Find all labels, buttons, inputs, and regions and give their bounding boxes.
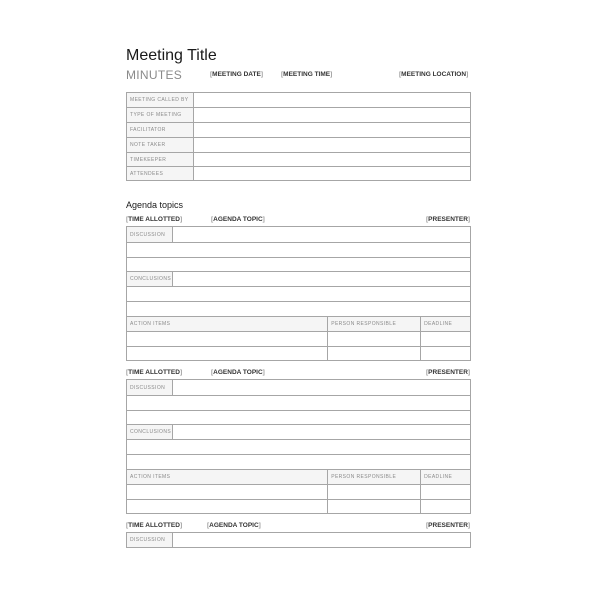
info-value-field[interactable] (193, 123, 470, 138)
info-value-field[interactable] (193, 93, 470, 108)
discussion-label: DISCUSSION (127, 533, 173, 548)
conclusions-table (126, 424, 471, 470)
conclusions-label: CONCLUSIONS (127, 272, 173, 287)
table-row (127, 123, 471, 138)
deadline-header: DEADLINE (421, 317, 471, 332)
discussion-line[interactable] (127, 258, 471, 272)
info-value-field[interactable] (193, 153, 470, 167)
info-label: ATTENDEES (127, 167, 194, 181)
info-label: MEETING CALLED BY (127, 93, 194, 108)
conclusions-line[interactable] (127, 440, 471, 455)
agenda-heading: Agenda topics (126, 200, 184, 210)
discussion-line[interactable] (127, 396, 471, 411)
time-allotted-field[interactable]: [TIME ALLOTTED] (126, 522, 183, 529)
info-value-field[interactable] (193, 167, 470, 181)
discussion-line[interactable] (127, 243, 471, 258)
info-value-field[interactable] (193, 108, 470, 123)
discussion-table (126, 226, 471, 272)
person-cell[interactable] (328, 347, 421, 361)
table-row (127, 108, 471, 123)
deadline-cell[interactable] (421, 347, 471, 361)
deadline-cell[interactable] (421, 332, 471, 347)
conclusions-line[interactable] (127, 287, 471, 302)
discussion-table (126, 379, 471, 425)
meeting-location-field[interactable]: [MEETING LOCATION] (399, 71, 469, 78)
meeting-info-table (126, 92, 471, 181)
conclusions-line[interactable] (127, 302, 471, 317)
person-responsible-header: PERSON RESPONSIBLE (328, 470, 421, 485)
info-value-field[interactable] (193, 138, 470, 153)
person-cell[interactable] (328, 500, 421, 514)
info-label: TYPE OF MEETING (127, 108, 194, 123)
table-row (127, 138, 471, 153)
meeting-time-field[interactable]: [MEETING TIME] (281, 71, 333, 78)
presenter-field[interactable]: [PRESENTER] (426, 522, 471, 529)
deadline-header: DEADLINE (421, 470, 471, 485)
info-label: TIMEKEEPER (127, 153, 194, 167)
agenda-topic-field[interactable]: [AGENDA TOPIC] (211, 369, 265, 376)
action-item-cell[interactable] (127, 347, 328, 361)
presenter-field[interactable]: [PRESENTER] (426, 369, 471, 376)
presenter-field[interactable]: [PRESENTER] (426, 216, 471, 223)
discussion-field[interactable] (172, 380, 470, 396)
conclusions-line[interactable] (127, 455, 471, 470)
conclusions-label: CONCLUSIONS (127, 425, 173, 440)
time-allotted-field[interactable]: [TIME ALLOTTED] (126, 369, 183, 376)
person-cell[interactable] (328, 485, 421, 500)
time-allotted-field[interactable]: [TIME ALLOTTED] (126, 216, 183, 223)
conclusions-table (126, 271, 471, 317)
page-subtitle: MINUTES (126, 68, 183, 82)
info-label: NOTE TAKER (127, 138, 194, 153)
person-responsible-header: PERSON RESPONSIBLE (328, 317, 421, 332)
action-items-header: ACTION ITEMS (127, 317, 328, 332)
page-title: Meeting Title (126, 47, 217, 64)
action-items-header: ACTION ITEMS (127, 470, 328, 485)
deadline-cell[interactable] (421, 500, 471, 514)
action-items-table (126, 316, 471, 361)
discussion-table (126, 532, 471, 548)
agenda-topic-field[interactable]: [AGENDA TOPIC] (207, 522, 261, 529)
discussion-label: DISCUSSION (127, 380, 173, 396)
discussion-label: DISCUSSION (127, 227, 173, 243)
deadline-cell[interactable] (421, 485, 471, 500)
conclusions-field[interactable] (172, 272, 470, 287)
person-cell[interactable] (328, 332, 421, 347)
action-item-cell[interactable] (127, 500, 328, 514)
info-label: FACILITATOR (127, 123, 194, 138)
discussion-field[interactable] (172, 227, 470, 243)
meeting-date-field[interactable]: [MEETING DATE] (210, 71, 263, 78)
agenda-topic-field[interactable]: [AGENDA TOPIC] (211, 216, 265, 223)
action-item-cell[interactable] (127, 485, 328, 500)
table-row (127, 93, 471, 108)
discussion-field[interactable] (172, 533, 470, 548)
action-item-cell[interactable] (127, 332, 328, 347)
table-row (127, 153, 471, 167)
conclusions-field[interactable] (172, 425, 470, 440)
discussion-line[interactable] (127, 411, 471, 425)
table-row (127, 167, 471, 181)
action-items-table (126, 469, 471, 514)
